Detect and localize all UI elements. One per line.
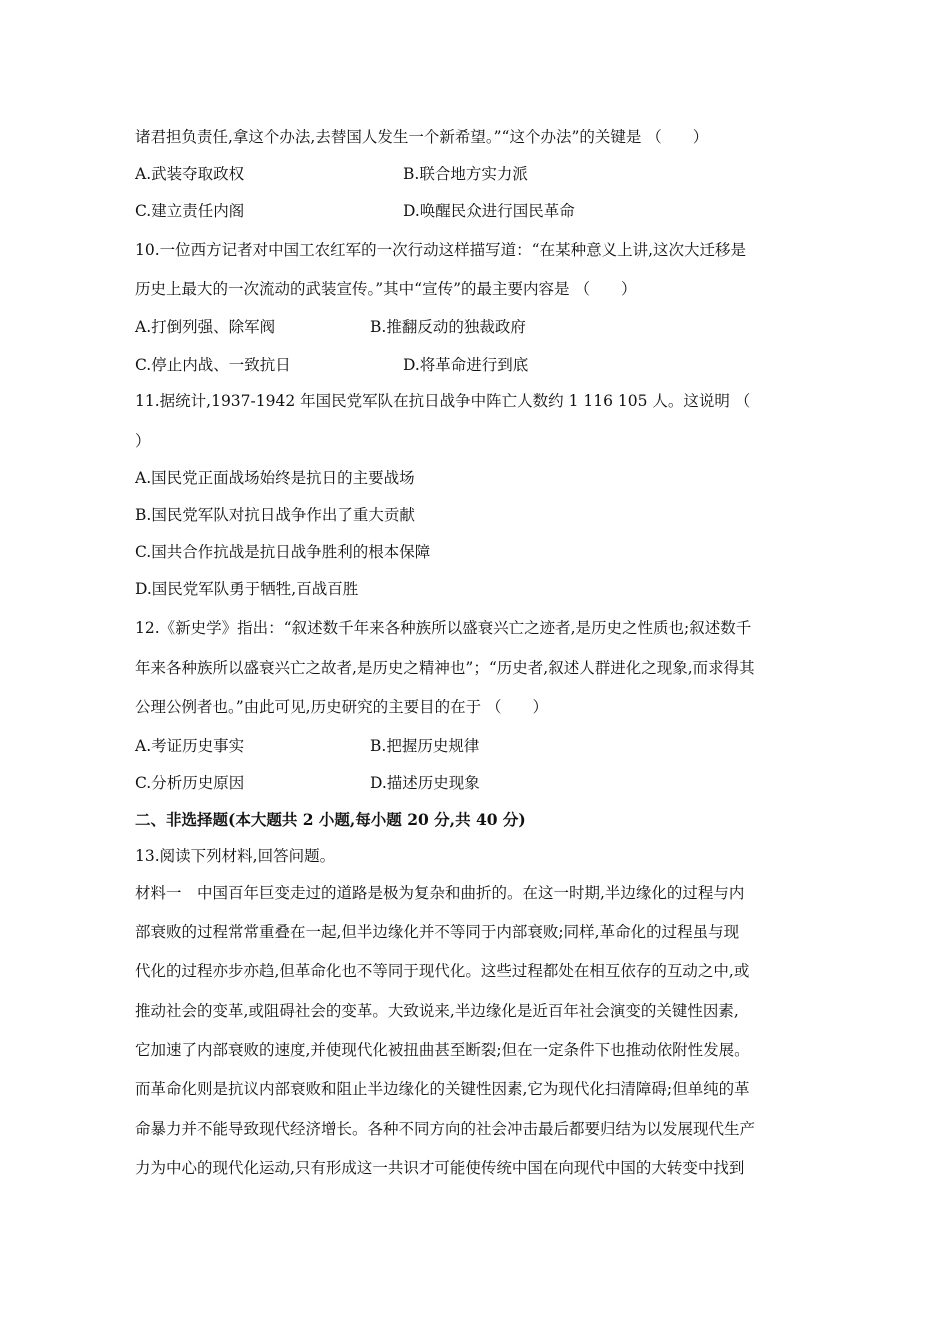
q9-option-a: A.武装夺取政权 [135, 165, 245, 183]
q10-option-b: B.推翻反动的独裁政府 [370, 318, 526, 336]
q12-option-b: B.把握历史规律 [370, 737, 480, 755]
q12-stem-line1: 12.《新史学》指出：“叙述数千年来各种族所以盛衰兴亡之迹者,是历史之性质也;叙述数千 [135, 619, 752, 637]
q9-stem: 诸君担负责任,拿这个办法,去替国人发生一个新希望。”“这个办法”的关键是 （ ） [135, 128, 709, 146]
q13-material-line: 它加速了内部衰败的速度,并使现代化被扭曲甚至断裂;但在一定条件下也推动依附性发展。 [135, 1041, 750, 1059]
q13-material-line: 代化的过程亦步亦趋,但革命化也不等同于现代化。这些过程都处在相互依存的互动之中,或 [135, 962, 750, 980]
q10-stem-line2: 历史上最大的一次流动的武装宣传。”其中“宣传”的最主要内容是 （ ） [135, 280, 637, 298]
q10-option-a: A.打倒列强、除军阀 [135, 318, 276, 336]
q11-option-a: A.国民党正面战场始终是抗日的主要战场 [135, 469, 415, 487]
q12-stem-line3: 公理公例者也。”由此可见,历史研究的主要目的在于 （ ） [135, 698, 549, 716]
q11-stem-line1: 11.据统计,1937-1942 年国民党军队在抗日战争中阵亡人数约 1 116 105 人。这说明 （ [135, 392, 751, 410]
q12-option-d: D.描述历史现象 [370, 774, 480, 792]
q11-option-b: B.国民党军队对抗日战争作出了重大贡献 [135, 506, 415, 524]
q12-option-c: C.分析历史原因 [135, 774, 245, 792]
q10-option-c: C.停止内战、一致抗日 [135, 356, 291, 374]
q12-option-a: A.考证历史事实 [135, 737, 245, 755]
q13-material-line: 推动社会的变革,或阻碍社会的变革。大致说来,半边缘化是近百年社会演变的关键性因素, [135, 1002, 739, 1020]
q13-material-line: 而革命化则是抗议内部衰败和阻止半边缘化的关键性因素,它为现代化扫清障碍;但单纯的革 [135, 1080, 750, 1098]
section2-heading: 二、非选择题(本大题共 2 小题,每小题 20 分,共 40 分) [135, 810, 526, 829]
q13-material-line: 命暴力并不能导致现代经济增长。各种不同方向的社会冲击最后都要归结为以发展现代生产 [135, 1120, 756, 1138]
q11-stem-line2: ） [135, 432, 151, 450]
q11-option-d: D.国民党军队勇于牺牲,百战百胜 [135, 580, 359, 598]
q13-material-line: 力为中心的现代化运动,只有形成这一共识才可能使传统中国在向现代中国的大转变中找到 [135, 1159, 745, 1177]
q10-stem-line1: 10.一位西方记者对中国工农红军的一次行动这样描写道：“在某种意义上讲,这次大迁移是 [135, 241, 747, 259]
q13-material-line: 部衰败的过程常常重叠在一起,但半边缘化并不等同于内部衰败;同样,革命化的过程虽与现 [135, 923, 740, 941]
q12-stem-line2: 年来各种族所以盛衰兴亡之故者,是历史之精神也”；“历史者,叙述人群进化之现象,而求得其 [135, 659, 755, 677]
q9-option-b: B.联合地方实力派 [403, 165, 528, 183]
q9-option-d: D.唤醒民众进行国民革命 [403, 202, 575, 220]
q11-option-c: C.国共合作抗战是抗日战争胜利的根本保障 [135, 543, 431, 561]
q10-option-d: D.将革命进行到底 [403, 356, 529, 374]
q9-option-c: C.建立责任内阁 [135, 202, 245, 220]
q13-stem: 13.阅读下列材料,回答问题。 [135, 847, 336, 865]
q13-material-line: 材料一 中国百年巨变走过的道路是极为复杂和曲折的。在这一时期,半边缘化的过程与内 [135, 884, 745, 902]
